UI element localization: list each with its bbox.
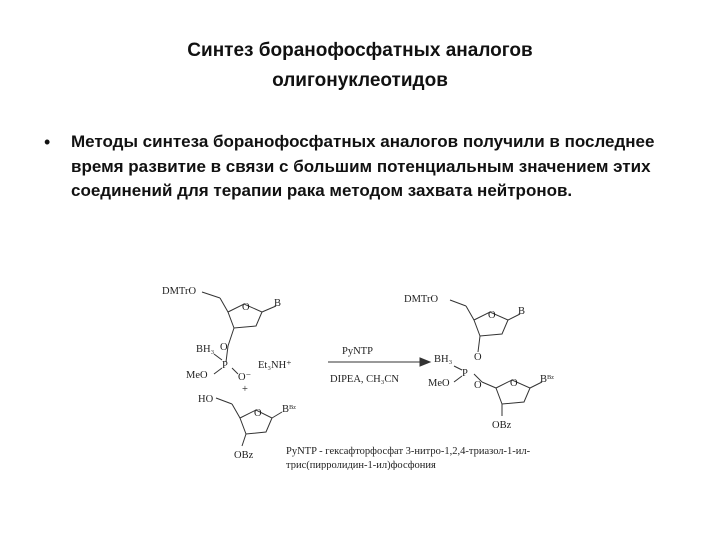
left-p-label: P <box>222 360 228 371</box>
left-obz-label: OBz <box>234 450 254 461</box>
left-base-bz-label: Bᴮᶻ <box>282 404 296 415</box>
arrow-reagent-bottom: DIPEA, CH₃CN <box>330 374 399 385</box>
note-line-2: трис(пирролидин-1-ил)фосфония <box>286 460 436 470</box>
right-o-lower-label: O <box>474 380 482 391</box>
right-obz-label: OBz <box>492 420 512 431</box>
right-o-upper-label: O <box>474 352 482 363</box>
left-et3nh-label: Et₃NH⁺ <box>258 360 292 371</box>
title-line-2: олигонуклеотидов <box>272 70 448 91</box>
reaction-scheme <box>158 270 578 470</box>
right-p-label: P <box>462 368 468 379</box>
left-dmtro-label: DMTrO <box>162 286 197 297</box>
right-base-bz-label: Bᴮᶻ <box>540 374 554 385</box>
left-o-minus-label: O⁻ <box>238 372 252 383</box>
left-meo-label: MeO <box>186 370 208 381</box>
left-ho-label: HO <box>198 394 214 405</box>
reaction-scheme-drawing <box>158 270 578 470</box>
left-plus-label: + <box>242 384 248 395</box>
left-o-upper-label: O <box>220 342 228 353</box>
bullet-marker: • <box>44 132 51 152</box>
right-meo-label: MeO <box>428 378 450 389</box>
right-ring-o2-label: O <box>510 378 518 389</box>
arrow-reagent-top: PyNTP <box>342 346 373 357</box>
left-bh3-label: BH₃ <box>196 344 215 355</box>
right-base-label: B <box>518 306 526 317</box>
title-line-1: Синтез боранофосфатных аналогов <box>187 40 533 61</box>
left-ring-o2-label: O <box>254 408 262 419</box>
right-dmtro-label: DMTrO <box>404 294 439 305</box>
right-bh3-label: BH₃ <box>434 354 453 365</box>
slide-title <box>0 36 720 96</box>
left-ring-o-label: O <box>242 302 250 313</box>
right-ring-o-label: O <box>488 310 496 321</box>
left-base-label: B <box>274 298 282 309</box>
note-line-1: PyNTP - гексафторфосфат 3-нитро-1,2,4-триазол-1-ил- <box>286 446 531 457</box>
bullet-text: Методы синтеза боранофосфатных аналогов получили в последнее время развитие в связи с большим потенциальным значением этих соединений для терапии рака методом захвата нейтронов. <box>71 132 655 200</box>
